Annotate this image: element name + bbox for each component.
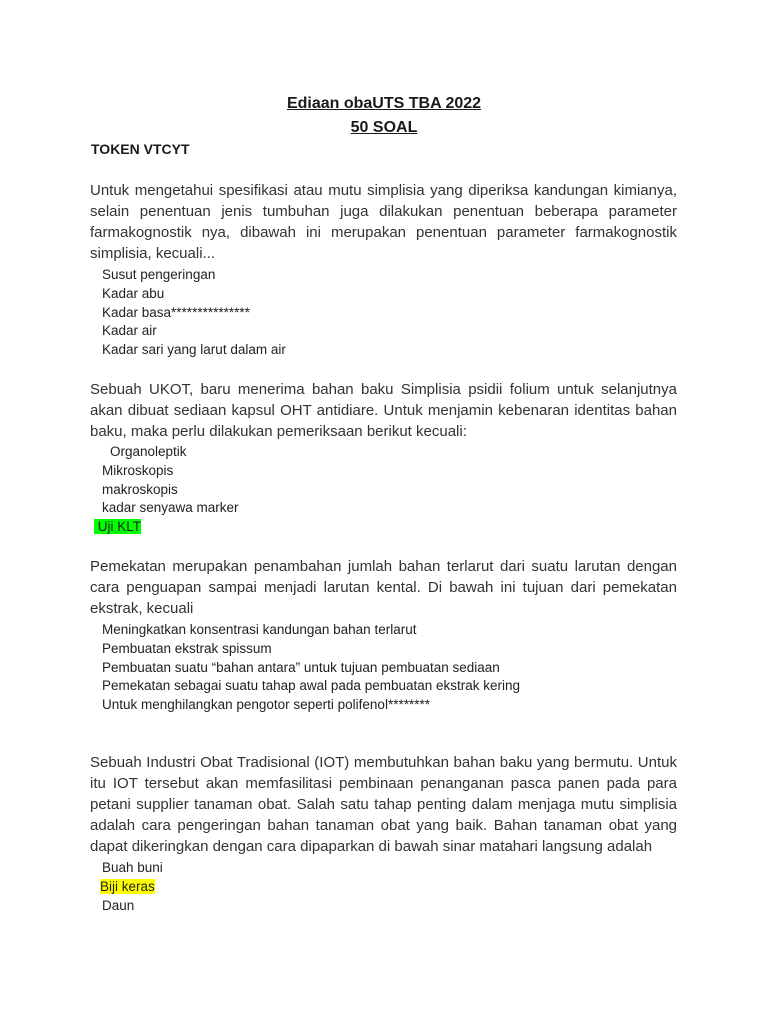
option-item: Meningkatkan konsentrasi kandungan bahan terlarut [102, 622, 417, 637]
option-item: Pembuatan ekstrak spissum [102, 640, 272, 656]
option-item: Kadar basa*************** [102, 304, 250, 320]
option-item: Daun [102, 897, 135, 913]
question-4-options [102, 859, 163, 915]
highlighted-answer: Biji keras [100, 878, 155, 894]
option-item: Kadar sari yang larut dalam air [102, 342, 286, 358]
document-title: Ediaan obaUTS TBA 2022 [286, 95, 482, 112]
question-1-text: Untuk mengetahui spesifikasi atau mutu simplisia yang diperiksa kandungan kimianya, selain penentuan jenis tumbuhan juga dilakukan penentuan beberapa parameter farmakognostik nya, dibawah ini merupakan penentuan parameter farmakognostik simplisia, kecuali... [90, 182, 677, 262]
option-item: makroskopis [102, 481, 178, 497]
option-item: Mikroskopis [102, 462, 174, 478]
option-item: Buah buni [102, 860, 163, 875]
highlighted-answer: Uji KLT [94, 519, 142, 535]
option-item: Pembuatan suatu “bahan antara” untuk tujuan pembuatan sediaan [102, 659, 500, 675]
option-item: Susut pengeringan [102, 267, 216, 282]
option-item: Pemekatan sebagai suatu tahap awal pada pembuatan ekstrak kering [102, 678, 521, 694]
question-3-options [102, 621, 520, 715]
question-2-text: Sebuah UKOT, baru menerima bahan baku Simplisia psidii folium untuk selanjutnya akan dibuat sediaan kapsul OHT antidiare. Untuk menjamin kebenaran identitas bahan baku, maka perlu dilakukan pemeriksaan berikut kecuali: [90, 381, 677, 440]
option-item: Untuk menghilangkan pengotor seperti polifenol******** [102, 697, 430, 713]
question-3-text: Pemekatan merupakan penambahan jumlah bahan terlarut dari suatu larutan dengan cara penguapan sampai menjadi larutan kental. Di bawah ini tujuan dari pemekatan ekstrak, kecuali [90, 558, 677, 617]
option-item: Organoleptik [110, 444, 187, 459]
option-item: Kadar abu [102, 285, 165, 301]
option-item: Kadar air [102, 323, 157, 339]
token-label: TOKEN VTCYT [91, 141, 190, 157]
question-2-options [94, 443, 239, 537]
document-subtitle: 50 SOAL [350, 119, 418, 136]
question-1-options [102, 266, 286, 360]
question-4-text: Sebuah Industri Obat Tradisional (IOT) membutuhkan bahan baku yang bermutu. Untuk itu IOT tersebut akan memfasilitasi pembinaan penanganan pasca panen pada para petani supplier tanaman obat. Salah satu tahap penting dalam menjaga mutu simplisia adalah cara pengeringan bahan tanaman obat yang baik. Bahan tanaman obat yang dapat dikeringkan dengan cara dipaparkan di bawah sinar matahari langsung adalah [90, 754, 677, 855]
option-item: kadar senyawa marker [102, 500, 239, 516]
